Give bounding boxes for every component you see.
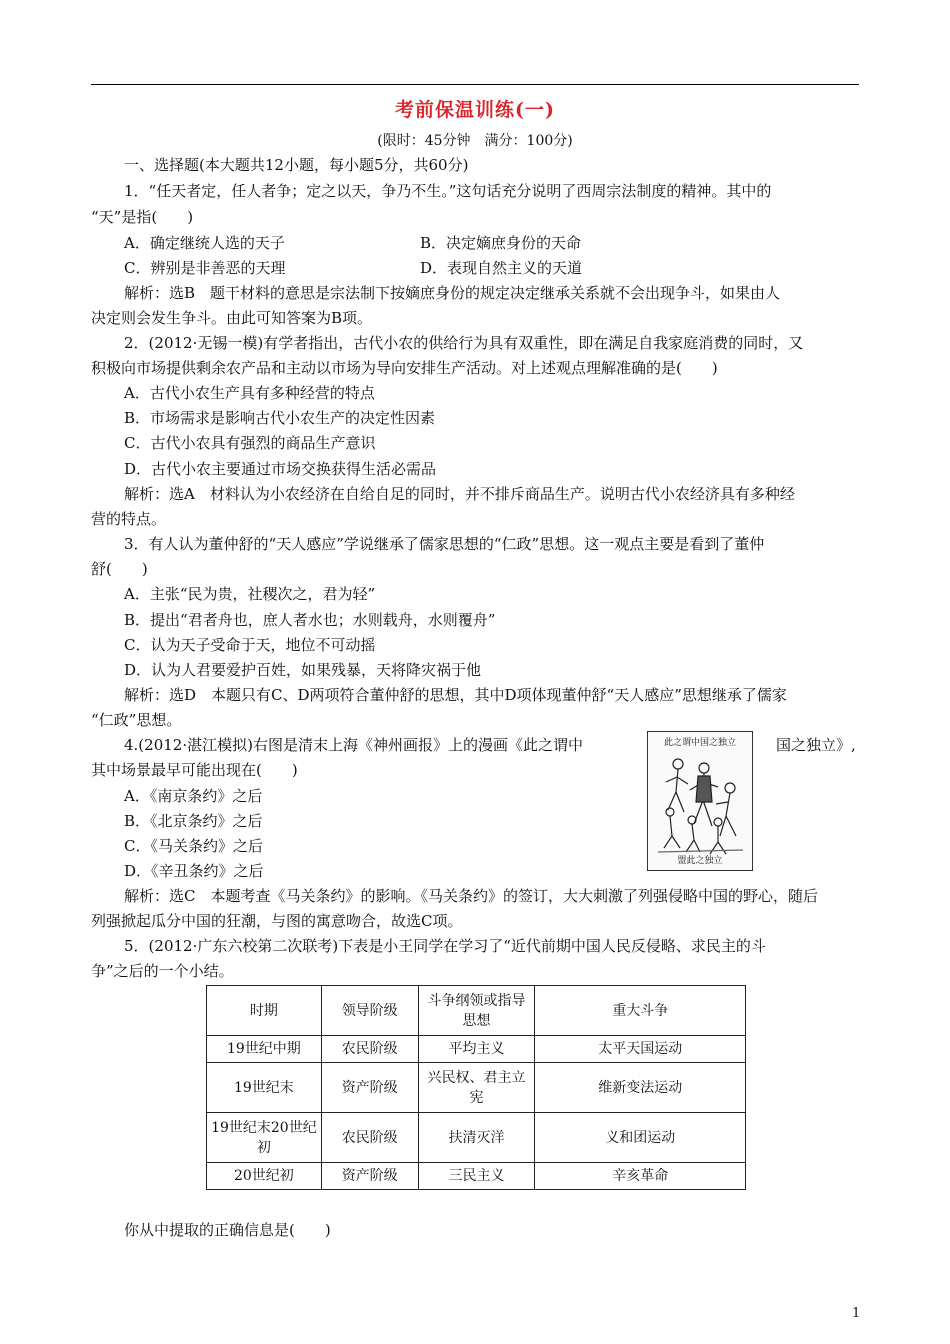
top-rule: [91, 84, 859, 85]
q3-option-b: B．提出“君者舟也，庶人者水也；水则载舟，水则覆舟”: [124, 611, 496, 629]
table-cell: 义和团运动: [535, 1113, 746, 1163]
q1-stem-line2: “天”是指( ): [91, 208, 194, 226]
q3-option-c: C．认为天子受命于天，地位不可动摇: [124, 636, 376, 654]
q4-option-a: A．《南京条约》之后: [124, 787, 263, 805]
q2-option-b: B．市场需求是影响古代小农生产的决定性因素: [124, 409, 436, 427]
q3-stem-line2: 舒( ): [91, 560, 148, 578]
q2-option-a: A．古代小农生产具有多种经营的特点: [124, 384, 375, 402]
page-title: 考前保温训练(一): [395, 99, 555, 121]
time-limit-subtitle: (限时：45分钟 满分：100分): [377, 133, 573, 149]
q1-option-a: A．确定继统人选的天子: [124, 234, 285, 252]
q1-answer-line1: 解析：选B 题干材料的意思是宗法制下按嫡庶身份的规定决定继承关系就不会出现争斗，如果由人: [124, 284, 781, 302]
table-header-cell: 斗争纲领或指导思想: [418, 986, 535, 1036]
q5-stem-line2: 争”之后的一个小结。: [91, 962, 234, 980]
cartoon-caption-bottom: 盟此之独立: [677, 856, 723, 866]
table-cell: 19世纪末20世纪初: [207, 1113, 322, 1163]
q1-option-c: C．辨别是非善恶的天理: [124, 259, 286, 277]
q5-stem-line1: 5．(2012·广东六校第二次联考)下表是小王同学在学习了“近代前期中国人民反侵略、求民主的斗: [124, 937, 766, 955]
q3-answer-line2: “仁政”思想。: [91, 711, 182, 729]
table-row: [207, 1063, 746, 1113]
q1-answer-line2: 决定则会发生争斗。由此可知答案为B项。: [91, 309, 373, 327]
table-cell: 三民主义: [418, 1163, 535, 1190]
q3-stem-line1: 3．有人认为董仲舒的“天人感应”学说继承了儒家思想的“仁政”思想。这一观点主要是看到了董仲: [124, 535, 765, 553]
q4-stem-line1a: 4.(2012·湛江模拟)右图是清末上海《神州画报》上的漫画《此之谓中: [124, 736, 583, 754]
q1-option-d: D．表现自然主义的天道: [420, 259, 583, 277]
table-row: [207, 1036, 746, 1063]
table-cell: 资产阶级: [321, 1063, 418, 1113]
table-header-cell: 领导阶级: [321, 986, 418, 1036]
section-heading: 一、选择题(本大题共12小题，每小题5分，共60分): [124, 156, 469, 174]
table-cell: 维新变法运动: [535, 1063, 746, 1113]
table-cell: 兴民权、君主立宪: [418, 1063, 535, 1113]
cartoon-figures-illustration: [648, 732, 752, 870]
summary-table: [206, 985, 746, 1190]
q1-option-b: B．决定嫡庶身份的天命: [420, 234, 582, 252]
q4-stem-line1b: 国之独立》,: [776, 736, 856, 754]
q3-answer-line1: 解析：选D 本题只有C、D两项符合董仲舒的思想，其中D项体现董仲舒“天人感应”思想继承了儒家: [124, 686, 787, 704]
q2-stem-line1: 2．(2012·无锡一模)有学者指出，古代小农的供给行为具有双重性，即在满足自我家庭消费的同时，又: [124, 334, 804, 352]
table-cell: 扶清灭洋: [418, 1113, 535, 1163]
q4-option-c: C．《马关条约》之后: [124, 837, 263, 855]
q4-answer-line1: 解析：选C 本题考查《马关条约》的影响。《马关条约》的签订，大大刺激了列强侵略中国的野心，随后: [124, 887, 818, 905]
q4-answer-line2: 列强掀起瓜分中国的狂潮，与图的寓意吻合，故选C项。: [91, 912, 463, 930]
q2-stem-line2: 积极向市场提供剩余农产品和主动以市场为导向安排生产活动。对上述观点理解准确的是( ): [91, 359, 718, 377]
table-cell: 20世纪初: [207, 1163, 322, 1190]
table-header-row: [207, 986, 746, 1036]
table-cell: 农民阶级: [321, 1036, 418, 1063]
q2-answer-line2: 营的特点。: [91, 510, 167, 528]
q3-option-a: A．主张“民为贵，社稷次之，君为轻”: [124, 585, 376, 603]
table-cell: 19世纪中期: [207, 1036, 322, 1063]
table-header-cell: 重大斗争: [535, 986, 746, 1036]
table-row: [207, 1113, 746, 1163]
q2-option-c: C．古代小农具有强烈的商品生产意识: [124, 434, 376, 452]
table-cell: 辛亥革命: [535, 1163, 746, 1190]
table-cell: 农民阶级: [321, 1113, 418, 1163]
cartoon-image: [647, 731, 753, 871]
q4-option-d: D．《辛丑条约》之后: [124, 862, 264, 880]
q4-stem-line2: 其中场景最早可能出现在( ): [91, 761, 298, 779]
cartoon-caption-top: 此之谓中国之独立: [663, 738, 736, 748]
q1-stem-line1: 1．“任天者定，任人者争；定之以天，争乃不生。”这句话充分说明了西周宗法制度的精神。其中的: [124, 182, 772, 200]
table-cell: 平均主义: [418, 1036, 535, 1063]
page-number: 1: [852, 1306, 861, 1321]
q3-option-d: D．认为人君要爱护百姓，如果残暴，天将降灾祸于他: [124, 661, 482, 679]
q5-prompt: 你从中提取的正确信息是( ): [124, 1221, 331, 1239]
table-cell: 19世纪末: [207, 1063, 322, 1113]
q4-option-b: B．《北京条约》之后: [124, 812, 263, 830]
table-header-cell: 时期: [207, 986, 322, 1036]
q2-option-d: D．古代小农主要通过市场交换获得生活必需品: [124, 460, 437, 478]
table-cell: 资产阶级: [321, 1163, 418, 1190]
q2-answer-line1: 解析：选A 材料认为小农经济在自给自足的同时，并不排斥商品生产。说明古代小农经济具有多种经: [124, 485, 795, 503]
table-row: [207, 1163, 746, 1190]
table-cell: 太平天国运动: [535, 1036, 746, 1063]
